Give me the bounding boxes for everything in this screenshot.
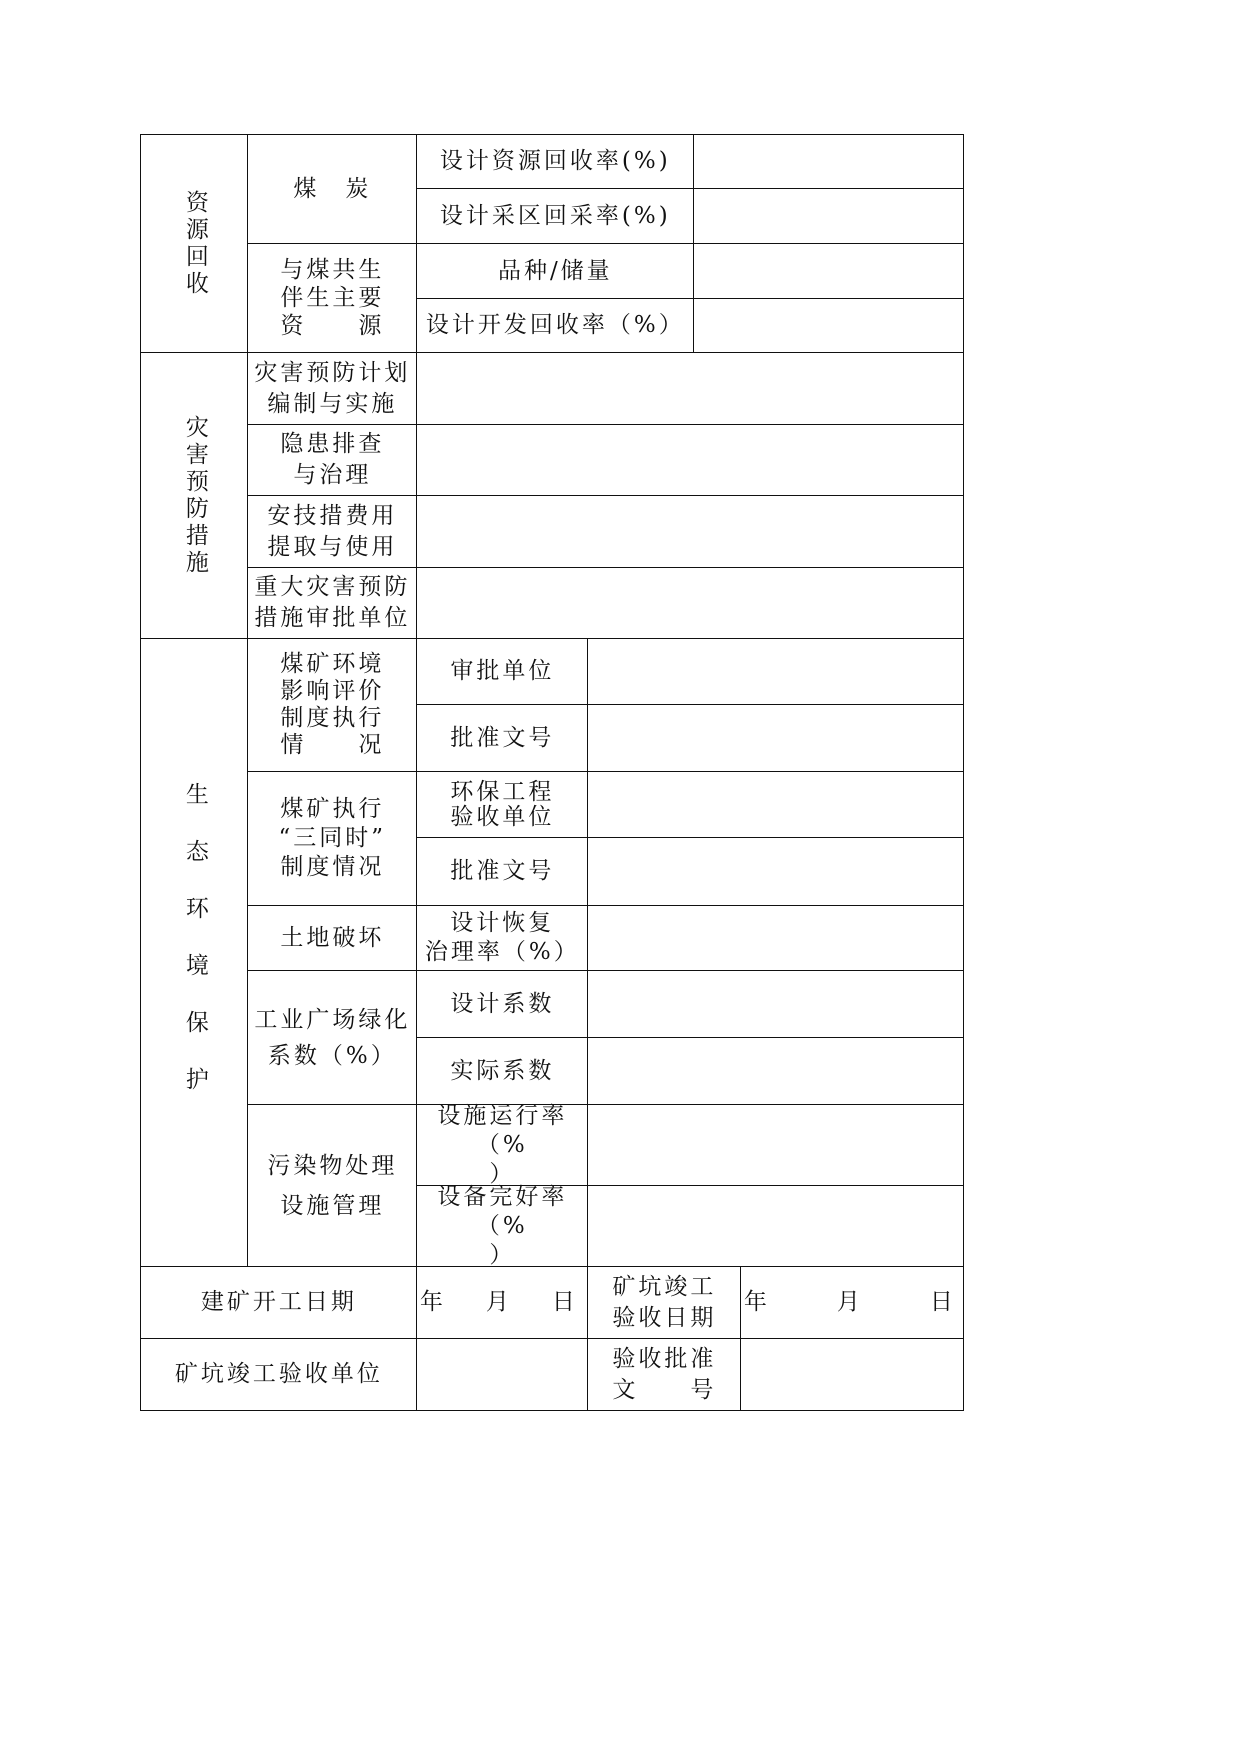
- section-label: 生态环境保护: [181, 781, 208, 1124]
- label-greening: 工业广场绿化 系数（%）: [247, 970, 417, 1105]
- label-start-date: 建矿开工日期: [140, 1266, 417, 1339]
- label-design-dev-recovery: 设计开发回收率（%）: [416, 298, 694, 353]
- label-major-disaster-approval: 重大灾害预防 措施审批单位: [247, 567, 417, 639]
- completion-date-placeholder: 年 月 日: [743, 1289, 961, 1316]
- label-coal: 煤 炭: [247, 134, 417, 244]
- section-label: 灾害预防措施: [181, 414, 208, 577]
- label-acceptance-unit: 矿坑竣工验收单位: [140, 1338, 417, 1411]
- value-safety-cost[interactable]: [416, 495, 964, 568]
- value-acceptance-no[interactable]: [740, 1338, 964, 1411]
- section-label: 资源回收: [181, 189, 208, 298]
- value-prevention-plan[interactable]: [416, 352, 964, 425]
- label-acceptance-no: 验收批准 文 号: [587, 1338, 741, 1411]
- label-prevention-plan: 灾害预防计划 编制与实施: [247, 352, 417, 425]
- value-acceptance-unit[interactable]: [416, 1338, 588, 1411]
- label-eia: 煤矿环境 影响评价 制度执行 情 况: [247, 638, 417, 772]
- label-hazard-investigation: 隐患排查 与治理: [247, 424, 417, 496]
- label-variety-reserves: 品种/储量: [416, 243, 694, 299]
- value-approval-no-1[interactable]: [587, 704, 964, 772]
- value-design-district-recovery[interactable]: [693, 188, 964, 244]
- value-env-acceptance-unit[interactable]: [587, 771, 964, 838]
- start-date-placeholder: 年 月 日: [419, 1289, 585, 1316]
- label-env-acceptance-unit: 环保工程 验收单位: [416, 771, 588, 838]
- value-approval-unit[interactable]: [587, 638, 964, 705]
- label-approval-unit: 审批单位: [416, 638, 588, 705]
- label-three-simultaneous: 煤矿执行 “三同时” 制度情况: [247, 771, 417, 906]
- section-resource-recovery: [140, 134, 248, 353]
- value-start-date[interactable]: [416, 1266, 588, 1339]
- label-land-damage: 土地破坏: [247, 905, 417, 971]
- label-facility-rate: 设施运行率（% ）: [416, 1104, 588, 1186]
- section-ecology: [140, 638, 248, 1267]
- value-completion-date[interactable]: [740, 1266, 964, 1339]
- value-facility-rate[interactable]: [587, 1104, 964, 1186]
- label-approval-no-1: 批准文号: [416, 704, 588, 772]
- section-disaster-prevention: [140, 352, 248, 639]
- label-design-coef: 设计系数: [416, 970, 588, 1038]
- value-approval-no-2[interactable]: [587, 837, 964, 906]
- label-safety-cost: 安技措费用 提取与使用: [247, 495, 417, 568]
- value-equipment-rate[interactable]: [587, 1185, 964, 1267]
- value-hazard-investigation[interactable]: [416, 424, 964, 496]
- value-design-resource-recovery[interactable]: [693, 134, 964, 189]
- label-pollution-facilities: 污染物处理 设施管理: [247, 1104, 417, 1267]
- value-actual-coef[interactable]: [587, 1037, 964, 1105]
- value-major-disaster-approval[interactable]: [416, 567, 964, 639]
- label-completion-date: 矿坑竣工 验收日期: [587, 1266, 741, 1339]
- label-approval-no-2: 批准文号: [416, 837, 588, 906]
- value-design-coef[interactable]: [587, 970, 964, 1038]
- value-variety-reserves[interactable]: [693, 243, 964, 299]
- label-restoration-rate: 设计恢复 治理率（%）: [416, 905, 588, 971]
- label-associated-resources: 与煤共生 伴生主要 资 源: [247, 243, 417, 353]
- label-actual-coef: 实际系数: [416, 1037, 588, 1105]
- label-design-district-recovery: 设计采区回采率(%): [416, 188, 694, 244]
- label-design-resource-recovery: 设计资源回收率(%): [416, 134, 694, 189]
- label-equipment-rate: 设备完好率（% ）: [416, 1185, 588, 1267]
- value-restoration-rate[interactable]: [587, 905, 964, 971]
- value-design-dev-recovery[interactable]: [693, 298, 964, 353]
